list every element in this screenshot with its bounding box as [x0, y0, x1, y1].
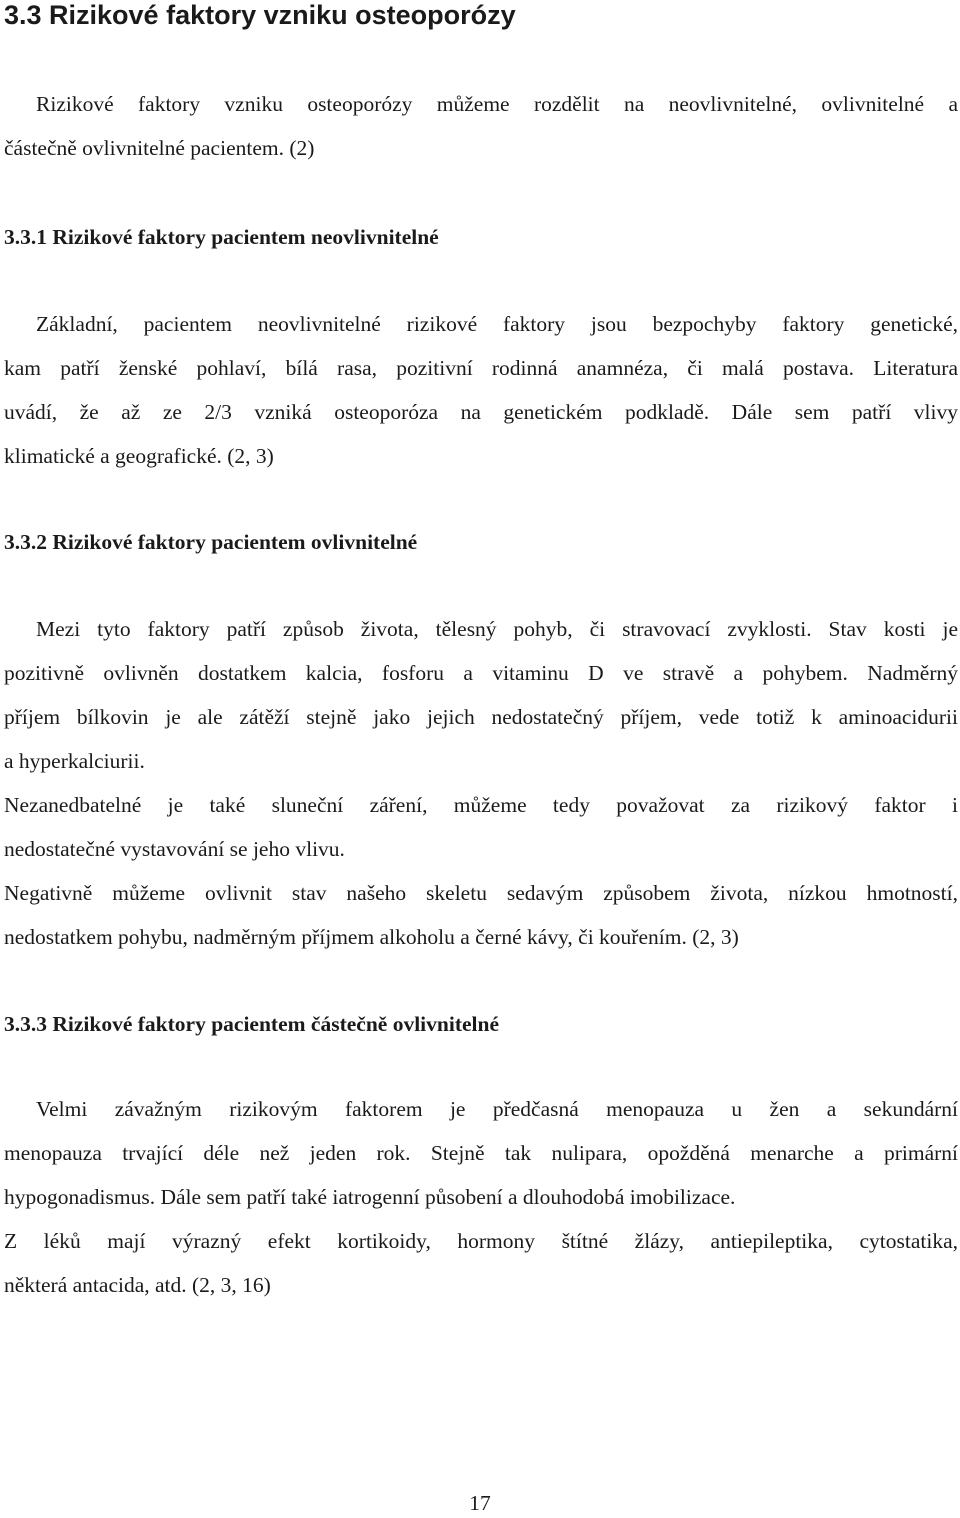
paragraph-line: menopauza trvající déle než jeden rok. Stejně tak nulipara, opožděná menarche a primární	[4, 1141, 958, 1165]
section-heading: 3.3 Rizikové faktory vzniku osteoporózy	[4, 0, 516, 30]
paragraph-line: Z léků mají výrazný efekt kortikoidy, hormony štítné žlázy, antiepileptika, cytostatika,	[4, 1229, 958, 1253]
paragraph-line: klimatické a geografické. (2, 3)	[4, 444, 274, 468]
subsection-heading-3: 3.3.3 Rizikové faktory pacientem částečně ovlivnitelné	[4, 1012, 500, 1036]
subsection-3-paragraph-2	[4, 1219, 958, 1307]
paragraph-line: Nezanedbatelné je také sluneční záření, můžeme tedy považovat za rizikový faktor i	[4, 793, 958, 817]
paragraph-line: nedostatečné vystavování se jeho vlivu.	[4, 837, 345, 861]
subsection-2-paragraph-3	[4, 871, 958, 959]
paragraph-line: a hyperkalciurii.	[4, 749, 145, 773]
paragraph-line: Rizikové faktory vzniku osteoporózy můžeme rozdělit na neovlivnitelné, ovlivnitelné a	[36, 92, 958, 116]
paragraph-line: nedostatkem pohybu, nadměrným příjmem alkoholu a černé kávy, či kouřením. (2, 3)	[4, 925, 739, 949]
subsection-heading-2: 3.3.2 Rizikové faktory pacientem ovlivnitelné	[4, 530, 418, 554]
subsection-2-paragraph-2	[4, 783, 958, 871]
paragraph-line: Mezi tyto faktory patří způsob života, tělesný pohyb, či stravovací zvyklosti. Stav kosti je	[36, 617, 958, 641]
paragraph-line: kam patří ženské pohlaví, bílá rasa, pozitivní rodinná anamnéza, či malá postava. Literatura	[4, 356, 958, 380]
paragraph-line: Velmi závažným rizikovým faktorem je předčasná menopauza u žen a sekundární	[36, 1097, 958, 1121]
paragraph-line: Základní, pacientem neovlivnitelné rizikové faktory jsou bezpochyby faktory genetické,	[36, 312, 958, 336]
paragraph-line: uvádí, že až ze 2/3 vzniká osteoporóza na genetickém podkladě. Dále sem patří vlivy	[4, 400, 958, 424]
intro-paragraph	[4, 82, 958, 170]
paragraph-line: částečně ovlivnitelné pacientem. (2)	[4, 136, 315, 160]
subsection-heading-1: 3.3.1 Rizikové faktory pacientem neovlivnitelné	[4, 225, 439, 249]
subsection-2-paragraph-1	[4, 607, 958, 783]
subsection-3-paragraph-1	[4, 1087, 958, 1219]
paragraph-line: Negativně můžeme ovlivnit stav našeho skeletu sedavým způsobem života, nízkou hmotností,	[4, 881, 958, 905]
paragraph-line: příjem bílkovin je ale zátěží stejně jako jejich nedostatečný příjem, vede totiž k aminoacidurii	[4, 705, 958, 729]
paragraph-line: pozitivně ovlivněn dostatkem kalcia, fosforu a vitaminu D ve stravě a pohybem. Nadměrný	[4, 661, 958, 685]
paragraph-line: některá antacida, atd. (2, 3, 16)	[4, 1273, 271, 1297]
paragraph-line: hypogonadismus. Dále sem patří také iatrogenní působení a dlouhodobá imobilizace.	[4, 1185, 736, 1209]
subsection-1-paragraph	[4, 302, 958, 478]
page-number: 17	[469, 1491, 491, 1515]
